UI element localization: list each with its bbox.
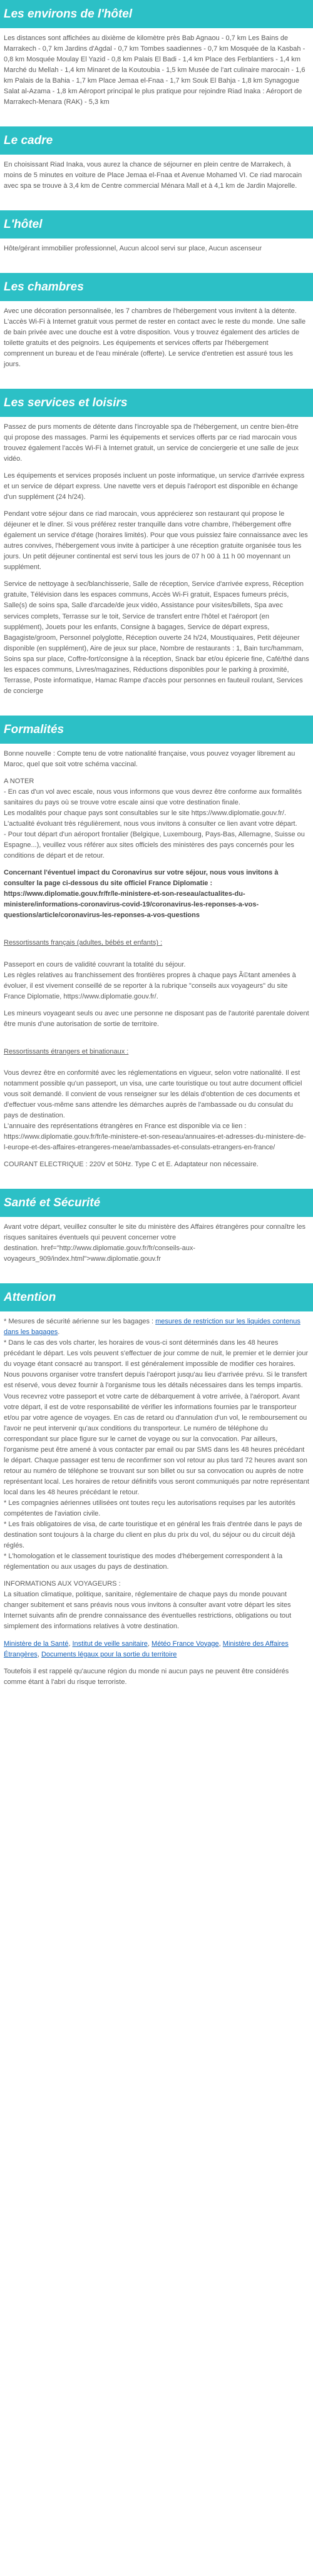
- section-cadre: [0, 126, 313, 192]
- services-text-3: Pendant votre séjour dans ce riad marocain, vous apprécierez son restaurant qui propose le déjeuner et le dîner. Si vous préférez rester tranquille dans votre chambre, l'hébergement offre également un service d'étage (horaires limités). Pour que vous puissiez faire connaissance avec les autres convives, l'hébergement vous invite à participer à une réception gratuite organisée tous les jours. Un petit déjeuner continental est servi tous les jours de 07 h 00 à 11 h 00 moyennant un supplément.: [4, 510, 308, 572]
- section-title: L'hôtel: [0, 210, 313, 239]
- section-formalites: [0, 716, 313, 1170]
- section-title: Les environs de l'hôtel: [0, 0, 313, 28]
- sante-text: Avant votre départ, veuillez consulter le site du ministère des Affaires étrangères pour connaître les risques sanitaires éventuels qui peuvent concerner votre destination. href="http://www.diplomatie.gouv.fr/fr/conseils-aux-voyageurs_909/index.html">www.diplomatie.gouv.fr: [4, 1223, 306, 1263]
- coronavirus-notice: Concernant l'éventuel impact du Coronavirus sur votre séjour, nous vous invitons à consulter la page ci-dessous du site officiel France Diplomatie : https://www.diplomatie.gouv.fr/fr/le-ministere-et-son-reseau/actualites-du-ministere/informations-coronavirus-covid-19/coronavirus-les-reponses-a-vos-questions/article/coronavirus-les-reponses-a-vos-questions: [4, 869, 279, 920]
- section-title: Les services et loisirs: [0, 389, 313, 417]
- attention-text-2: INFORMATIONS AUX VOYAGEURS : La situation climatique, politique, sanitaire, réglementaire de chaque pays du monde pouvant changer subitement et sans préavis nous vous invitons à consulter avant votre départ les sites Internet suivants afin de prendre connaissance des éventuelles restrictions, obligations ou tout simplement des informations relatives à votre destination.: [4, 1580, 292, 1631]
- section-title: Le cadre: [0, 126, 313, 155]
- attention-text-3: Toutefois il est rappelé qu'aucune région du monde ni aucun pays ne peuvent être considérés comme étant à l'abri du risque terroriste.: [4, 1667, 289, 1686]
- attention-text-1: * Mesures de sécurité aérienne sur les bagages : mesures de restriction sur les liquides contenus dans les bagages. * Dans le cas des vols charter, les horaires de vous-ci sont déterminés dans les 48 heures précédant le départ. Les vols peuvent s'effectuer de jour comme de nuit, le premier et le dernier jour du voyage étant consacré au transport. Il est généralement impossible de modifier ces horaires. Nous pouvons organiser votre transfert depuis l'aéroport jusqu'au lieu d'arrivée prévu. Si le transfert est réservé, vous devez fournir à l'organisme tous les détails nécessaires dans les temps impartis. Vous recevrez votre passeport et votre carte de débarquement à votre arrivée, à l'aéroport. Avant votre départ, il est de votre responsabilité de vérifier les informations fournies par le transporteur et/ou par votre agence de voyages. En cas de retard ou d'annulation d'un vol, le remboursement ou l'avoir ne peut intervenir qu'aux conditions du transporteur. Le numéro de téléphone du correspondant sur place figure sur le carnet de voyage ou sur la convocation. Par ailleurs, l'organisme peut être amené à vous contacter par email ou par SMS dans les 48 heures précédant le départ. Chaque passager est tenu de reconfirmer son vol retour au plus tard 72 heures avant son retour au numéro de téléphone se trouvant sur son billet ou sur sa convocation ou auprès de notre représentant local. Les horaires de retour définitifs vous seront communiqués par notre représentant local dans les 48 heures précédant le retour. * Les compagnies aériennes utilisées ont toutes reçu les autorisations requises par les autorités compétentes de l'aviation civile. * Les frais obligatoires de visa, de carte touristique et en général les frais d'entrée dans le pays de destination sont toujours à la charge du client en plus du prix du vol, du séjour ou du circuit déjà réglés. * L'homologation et le classement touristique des modes d'hébergement correspondent à la réglementation ou aux usages du pays de destination.: [4, 1318, 309, 1571]
- section-attention: [0, 1283, 313, 1687]
- section-title: Les chambres: [0, 273, 313, 301]
- services-text-1: Passez de purs moments de détente dans l'incroyable spa de l'hébergement, un centre bien-être qui propose des massages. Parmi les équipements et services offerts par ce riad marocain vous trouvez également l'accès Wi-Fi à Internet gratuit, un service de conciergerie et une salle de jeux vidéo.: [4, 423, 299, 463]
- electric-current-text: COURANT ELECTRIQUE : 220V et 50Hz. Type C et E. Adaptateur non nécessaire.: [4, 1161, 259, 1169]
- hotel-text: Hôte/gérant immobilier professionnel, Aucun alcool servi sur place, Aucun ascenseur: [4, 244, 262, 252]
- traveler-links: Ministère de la Santé, Institut de veille sanitaire, Météo France Voyage, Ministère des Affaires Étrangères, Documents légaux pour la sortie du territoire: [4, 1640, 289, 1658]
- services-amenities: Service de nettoyage à sec/blanchisserie, Salle de réception, Service d'arrivée express, Réception gratuite, Télévision dans les espaces communs, Accès Wi-Fi gratuit, Espaces fumeurs précis, Salle(s) de soins spa, Salle d'arcade/de jeux vidéo, Assistance pour visites/billets, Spa avec services complets, Terrasse sur le toit, Service de transfert entre l'hôtel et l'aéroport (en supplément), Jouets pour les enfants, Consigne à bagages, Service de départ express, Bagagiste/groom, Personnel polyglotte, Réception ouverte 24 h/24, Moustiquaires, Petit déjeuner disponible (en supplément), Aire de jeux sur place, Nombre de restaurants : 1, Bain turc/hammam, Soins spa sur place, Coffre-fort/consigne à la réception, Snack bar et/ou épicerie fine, Café/thé dans les espaces communs, Livres/magazines, Réductions disponibles pour le parking à proximité, Terrasse, Poste informatique, Hamac Rampe d'accès pour personnes en fauteuil roulant, Services de concierge: [4, 580, 309, 695]
- link-affaires-etrangeres[interactable]: Ministère des Affaires Étrangères: [4, 1640, 289, 1658]
- liquids-restriction-link[interactable]: mesures de restriction sur les liquides contenus dans les bagages: [4, 1318, 300, 1337]
- section-hotel: [0, 210, 313, 254]
- environs-text: Les distances sont affichées au dixième de kilomètre près Bab Agnaou - 0,7 km Les Bains de Marrakech - 0,7 km Jardins d'Agdal - 0,7 km Tombes saadiennes - 0,7 km Mosquée de la Kasbah - 0,8 km Mosquée Moulay El Yazid - 0,8 km Palais El Badi - 1,4 km Place des Ferblantiers - 1,4 km Marché du Mellah - 1,4 km Minaret de la Koutoubia - 1,5 km Musée de l'art culinaire marocain - 1,6 km Palais de la Bahia - 1,7 km Place Jemaa el-Fnaa - 1,7 km Souk El Bahja - 1,8 km Synagogue Salat al-Azama - 1,8 km Aéroport principal le plus pratique pour rejoindre Riad Inaka : Aéroport de Marrakech-Menara (RAK) - 5,3 km: [4, 34, 305, 106]
- foreign-nationals-text: Vous devrez être en conformité avec les réglementations en vigueur, selon votre nationalité. Il est notamment possible qu'un passeport, un visa, une carte touristique ou tout autre document officiel vous soit demandé. Il convient de vous renseigner sur les délais d'obtention de ces documents et d'effectuer vous-même sans attendre les démarches auprès de l'ambassade ou du consulat du pays de destination. L'annuaire des représentations étrangères en France est disponible via ce lien : https://www.diplomatie.gouv.fr/fr/le-ministere-et-son-reseau/annuaires-et-adresses-du-ministere-de-l-europe-et-des-affaires-etrangeres-meae/ambassades-et-consulats-etrangers-en-france/: [4, 1069, 306, 1152]
- formalites-note: A NOTER - En cas d'un vol avec escale, nous vous informons que vous devrez être conforme aux formalités sanitaires du pays où se trouve votre escale ainsi que votre destination finale. Les modalités pour chaque pays sont consultables sur le site https://www.diplomatie.gouv.fr/. L'actualité évoluant très régulièrement, nous vous invitons à consulter ce lien avant votre départ. - Pour tout départ d'un aéroport frontalier (Belgique, Luxembourg, Pays-Bas, Allemagne, Suisse ou Espagne...), veuillez vous référer aux sites officiels des ministères des pays concernés pour les conditions de départ et de retour.: [4, 777, 305, 860]
- section-services: [0, 389, 313, 697]
- section-title: Formalités: [0, 716, 313, 744]
- french-nationals-text: Passeport en cours de validité couvrant la totalité du séjour. Les règles relatives au franchissement des frontières propres à chaque pays Ã©tant amenées à évoluer, il est vivement conseillé de se reporter à la rubrique "conseils aux voyageurs" du site France Diplomatie, https://www.diplomatie.gouv.fr/.: [4, 960, 296, 1000]
- link-institut-veille-sanitaire[interactable]: Institut de veille sanitaire: [72, 1640, 148, 1648]
- link-documents-sortie-territoire[interactable]: Documents légaux pour la sortie du territoire: [41, 1650, 177, 1658]
- section-sante: [0, 1189, 313, 1265]
- french-nationals-heading: Ressortissants français (adultes, bébés et enfants) :: [4, 939, 163, 947]
- section-environs: [0, 0, 313, 108]
- link-meteo-france[interactable]: Météo France Voyage: [151, 1640, 219, 1648]
- minors-text: Les mineurs voyageant seuls ou avec une personne ne disposant pas de l'autorité parentale doivent être munis d'une autorisation de sortie de territoire.: [4, 1009, 309, 1028]
- formalites-intro: Bonne nouvelle : Compte tenu de votre nationalité française, vous pouvez voyager librement au Maroc, quel que soit votre schéma vaccinal.: [4, 749, 295, 768]
- section-chambres: [0, 273, 313, 370]
- foreign-nationals-heading: Ressortissants étrangers et binationaux :: [4, 1047, 129, 1055]
- cadre-text: En choisissant Riad Inaka, vous aurez la chance de séjourner en plein centre de Marrakech, à moins de 5 minutes en voiture de Place Jemaa el-Fnaa et Avenue Mohamed VI. Ce riad marocain avec spa se trouve à 3,4 km de Centre commercial Ménara Mall et à 4,1 km de Jardin Majorelle.: [4, 160, 302, 190]
- section-title: Santé et Sécurité: [0, 1189, 313, 1217]
- services-text-2: Les équipements et services proposés incluent un poste informatique, un service d'arrivée express et un service de départ express. Une navette vers et depuis l'aéroport est disponible en échange d'un supplément (24 h/24).: [4, 471, 305, 501]
- link-ministere-sante[interactable]: Ministère de la Santé: [4, 1640, 69, 1648]
- section-title: Attention: [0, 1283, 313, 1311]
- chambres-text: Avec une décoration personnalisée, les 7 chambres de l'hébergement vous invitent à la détente. L'accès Wi-Fi à Internet gratuit vous permet de rester en contact avec le reste du monde. Une salle de bain privée avec une douche est à votre disposition. Vous y trouvez également des articles de toilette gratuits et des peignoirs. Les équipements et services offerts par l'hébergement comprennent un bureau et de l'eau minérale (offerte). Le service d'entretien est assuré tous les jours.: [4, 307, 306, 368]
